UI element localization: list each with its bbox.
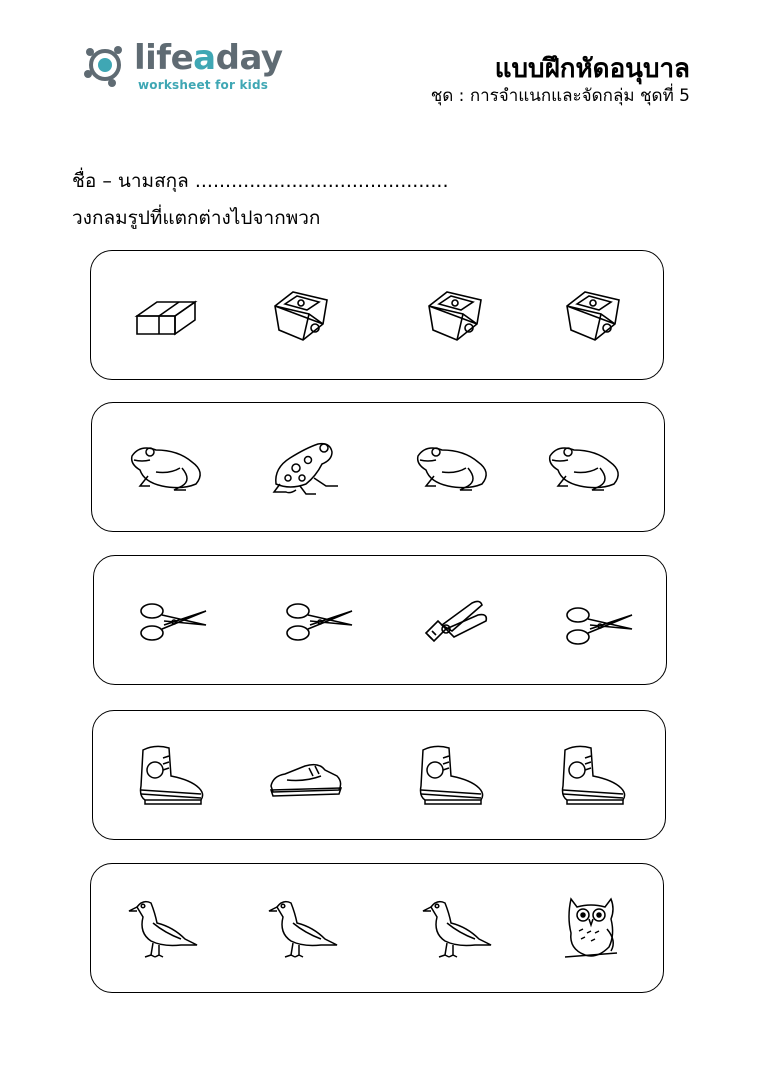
boot-icon[interactable] xyxy=(555,736,635,816)
logo-mark-icon xyxy=(82,40,132,90)
scissors-icon[interactable] xyxy=(280,581,360,661)
instruction-text: วงกลมรูปที่แตกต่างไปจากพวก xyxy=(72,207,321,229)
bird-icon[interactable] xyxy=(263,889,343,969)
question-row-4 xyxy=(92,710,666,840)
name-field-line: ชื่อ – นามสกุล .......................................... xyxy=(72,170,449,192)
bird-icon[interactable] xyxy=(123,889,203,969)
pencil-sharpener-icon[interactable] xyxy=(555,276,635,356)
spotted-frog-icon[interactable] xyxy=(266,428,346,508)
eraser-icon[interactable] xyxy=(129,276,209,356)
bird-icon[interactable] xyxy=(417,889,497,969)
pencil-sharpener-icon[interactable] xyxy=(263,276,343,356)
scissors-icon[interactable] xyxy=(560,581,640,661)
pencil-sharpener-icon[interactable] xyxy=(417,276,497,356)
question-row-2 xyxy=(91,402,665,532)
question-row-3 xyxy=(93,555,667,685)
frog-icon[interactable] xyxy=(544,428,624,508)
frog-icon[interactable] xyxy=(412,428,492,508)
owl-icon[interactable] xyxy=(551,889,631,969)
question-row-1 xyxy=(90,250,664,380)
page-subtitle: ชุด : การจำแนกและจัดกลุ่ม ชุดที่ 5 xyxy=(430,86,690,106)
brand-logo xyxy=(82,38,283,96)
logo-wordmark: lifeaday xyxy=(134,38,283,78)
scissors-icon[interactable] xyxy=(134,581,214,661)
pliers-icon[interactable] xyxy=(416,581,496,661)
page-title: แบบฝึกหัดอนุบาล xyxy=(494,54,690,84)
boot-icon[interactable] xyxy=(133,736,213,816)
frog-icon[interactable] xyxy=(126,428,206,508)
boot-icon[interactable] xyxy=(413,736,493,816)
logo-tagline: worksheet for kids xyxy=(138,78,269,92)
question-row-5 xyxy=(90,863,664,993)
sneaker-icon[interactable] xyxy=(265,736,345,816)
